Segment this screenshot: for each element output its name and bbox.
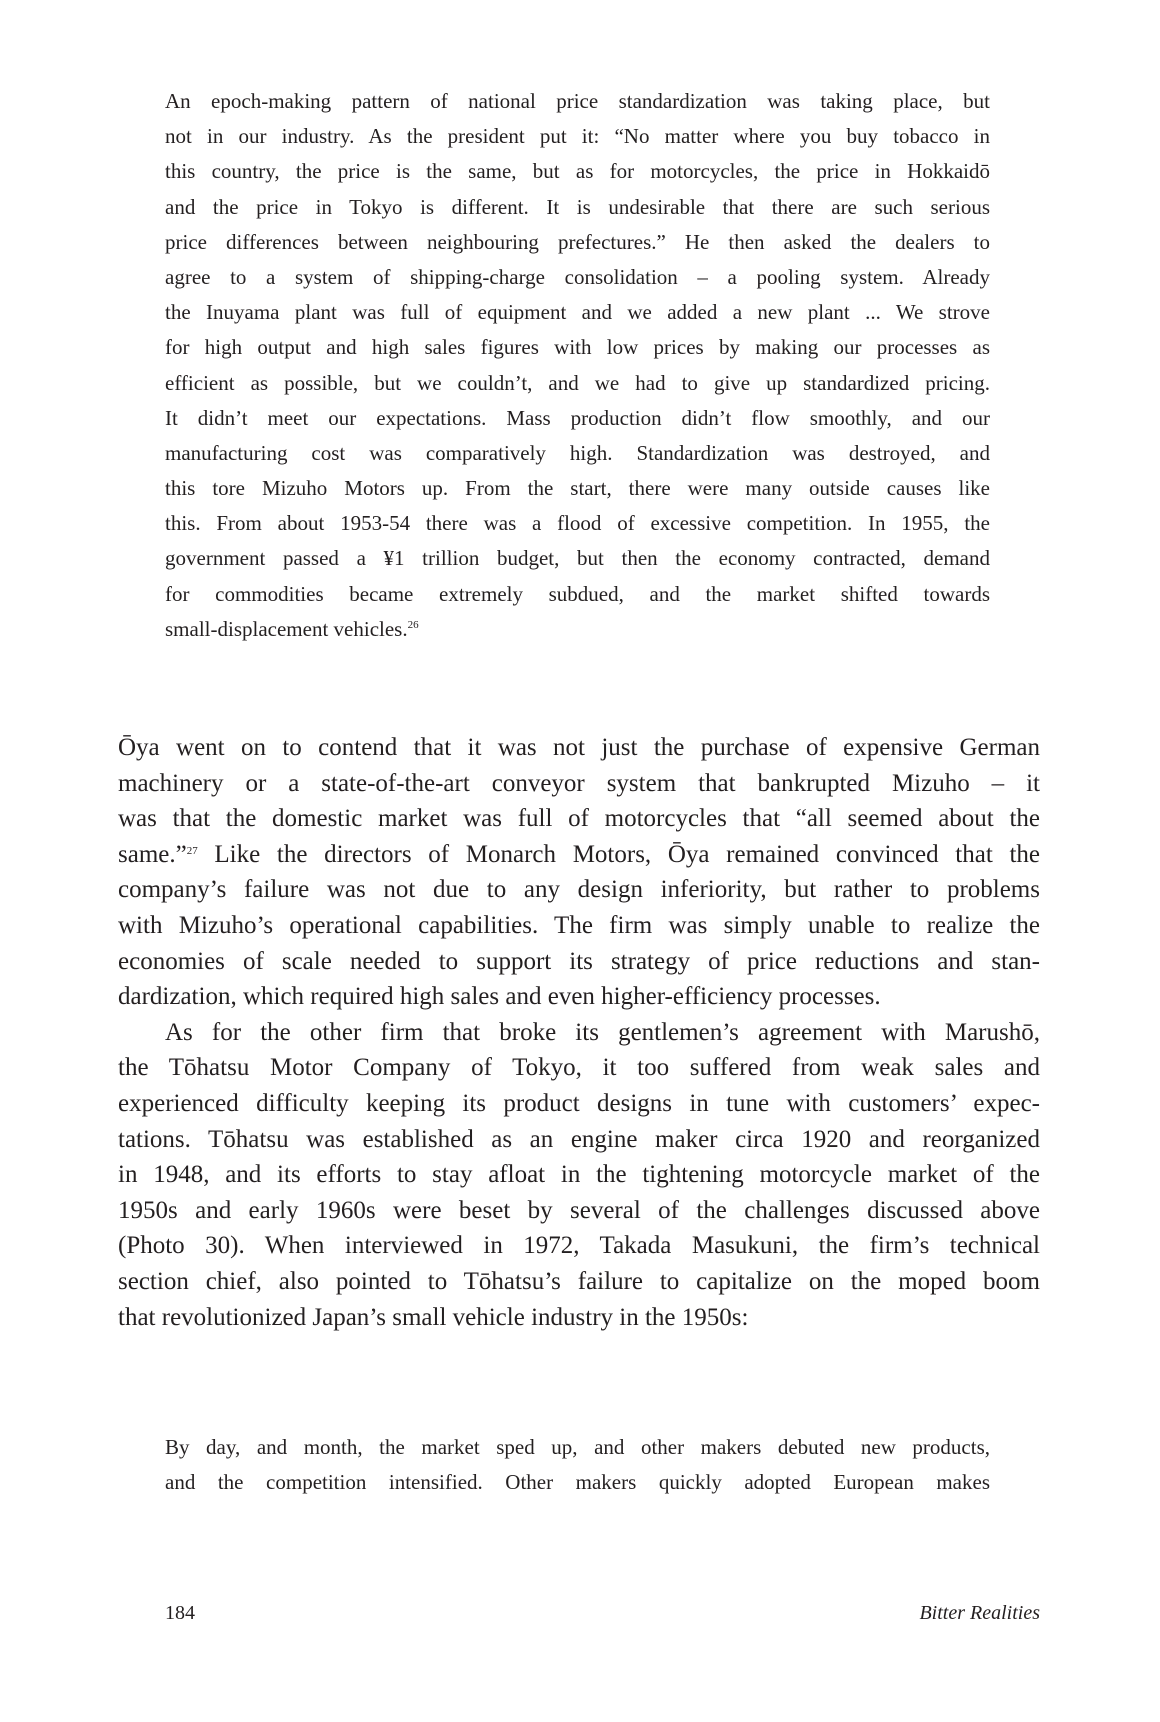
quote-line-last	[165, 612, 990, 647]
footnote-reference-27[interactable]: 27	[186, 844, 198, 857]
quote-line: manufacturing cost was comparatively high. Standardization was destroyed, and	[165, 440, 990, 465]
body-line: (Photo 30). When interviewed in 1972, Takada Masukuni, the firm’s technical	[118, 1232, 1040, 1260]
body-line: was that the domestic market was full of motorcycles that “all seemed about the	[118, 805, 1040, 833]
quote-line: government passed a ¥1 trillion budget, but then the economy contracted, demand	[165, 546, 990, 571]
body-line: section chief, also pointed to Tōhatsu’s failure to capitalize on the moped boom	[118, 1267, 1040, 1295]
quote-line: the Inuyama plant was full of equipment and we added a new plant ... We strove	[165, 300, 990, 325]
body-text-fragment: same.”	[118, 840, 187, 868]
quote-line: not in our industry. As the president put it: “No matter where you buy tobacco in	[165, 124, 990, 149]
quote-line: and the competition intensified. Other makers quickly adopted European makes	[165, 1470, 990, 1495]
body-line: the Tōhatsu Motor Company of Tokyo, it too suffered from weak sales and	[118, 1054, 1040, 1082]
body-line: tations. Tōhatsu was established as an engine maker circa 1920 and reorganized	[118, 1125, 1040, 1153]
body-line: experienced difficulty keeping its product designs in tune with customers’ expec-	[118, 1089, 1040, 1117]
quote-line: this tore Mizuho Motors up. From the start, there were many outside causes like	[165, 476, 990, 501]
body-line-last: that revolutionized Japan’s small vehicle industry in the 1950s:	[118, 1303, 749, 1331]
block-quote-mizuho	[165, 84, 990, 647]
body-line: 1950s and early 1960s were beset by several of the challenges discussed above	[118, 1196, 1040, 1224]
body-line: Ōya went on to contend that it was not just the purchase of expensive German	[118, 734, 1040, 761]
page-number: 184	[165, 1602, 195, 1624]
body-line: in 1948, and its efforts to stay afloat in the tightening motorcycle market of the	[118, 1161, 1040, 1189]
paragraph-tohatsu	[118, 1015, 1040, 1335]
quote-line: It didn’t meet our expectations. Mass production didn’t flow smoothly, and our	[165, 405, 990, 430]
quote-line: An epoch-making pattern of national price standardization was taking place, but	[165, 89, 990, 113]
body-line: company’s failure was not due to any design inferiority, but rather to problems	[118, 876, 1040, 904]
quote-line: for high output and high sales figures with low prices by making our processes as	[165, 335, 990, 360]
body-line: with Mizuho’s operational capabilities. The firm was simply unable to realize the	[118, 911, 1040, 939]
quote-line: this. From about 1953-54 there was a flood of excessive competition. In 1955, the	[165, 511, 990, 536]
quote-line: By day, and month, the market sped up, and other makers debuted new products,	[165, 1435, 990, 1459]
page-footer	[165, 1602, 1040, 1625]
body-line: economies of scale needed to support its strategy of price reductions and stan-	[118, 947, 1040, 975]
footnote-reference-26[interactable]: 26	[407, 618, 419, 631]
quote-line: price differences between neighbouring prefectures.” He then asked the dealers to	[165, 229, 990, 254]
quote-text: small-displacement vehicles.	[165, 616, 408, 641]
paragraph-oya	[118, 730, 1040, 1015]
quote-line: for commodities became extremely subdued, and the market shifted towards	[165, 581, 990, 606]
body-line-last: dardization, which required high sales and even higher-efficiency processes.	[118, 983, 881, 1011]
quote-line: and the price in Tokyo is different. It is undesirable that there are such serious	[165, 194, 990, 219]
body-text-fragment: Like the directors of Monarch Motors, Ōya remained convinced that the	[197, 840, 1040, 868]
body-line: machinery or a state-of-the-art conveyor system that bankrupted Mizuho – it	[118, 769, 1040, 797]
body-line-indented: As for the other firm that broke its gentlemen’s agreement with Marushō,	[165, 1018, 1040, 1046]
quote-line: this country, the price is the same, but as for motorcycles, the price in Hokkaidō	[165, 159, 990, 184]
body-line	[118, 837, 1040, 873]
block-quote-tohatsu	[165, 1430, 990, 1500]
quote-line: agree to a system of shipping-charge consolidation – a pooling system. Already	[165, 264, 990, 289]
quote-line: efficient as possible, but we couldn’t, and we had to give up standardized pricing.	[165, 370, 990, 395]
body-text	[118, 730, 1040, 1335]
running-head: Bitter Realities	[919, 1602, 1040, 1624]
